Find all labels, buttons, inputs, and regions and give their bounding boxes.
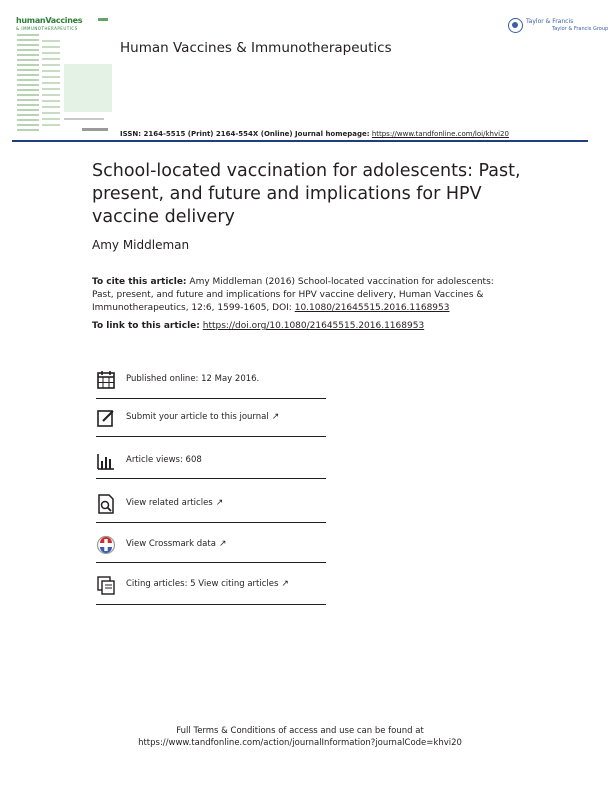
divider — [96, 522, 326, 523]
citing-articles-label — [126, 579, 289, 589]
external-link-icon: ↗ — [218, 539, 227, 549]
citing-articles-icon — [96, 575, 116, 595]
citation-text: Amy Middleman (2016) School-located vaccination for adolescents: Past, present, and future and implications for HPV vaccine delivery, Human Vaccines & Immunotherapeutics, 12:6, 1599-1605, DOI: — [92, 277, 494, 313]
crossmark-link[interactable] — [96, 535, 326, 555]
footer-terms-text: Full Terms & Conditions of access and use can be found at — [176, 726, 424, 736]
related-articles-text: View related articles — [126, 498, 213, 508]
article-link-label: To link to this article: — [92, 321, 200, 331]
article-doi-url-link[interactable]: https://doi.org/10.1080/21645515.2016.1168953 — [202, 321, 425, 331]
header-rule — [12, 140, 588, 142]
related-articles-label — [126, 498, 223, 508]
citation-label: To cite this article: — [92, 277, 187, 287]
crossmark-icon — [96, 535, 116, 555]
footer — [0, 725, 600, 749]
divider — [96, 604, 326, 605]
article-views-item — [96, 451, 326, 471]
divider — [96, 478, 326, 479]
published-online-label: Published online: 12 May 2016. — [126, 374, 260, 384]
bar-chart-icon — [96, 451, 116, 471]
publisher-logo — [508, 18, 608, 34]
publisher-logo-icon — [508, 18, 523, 33]
related-articles-link[interactable] — [96, 494, 326, 514]
crossmark-label — [126, 539, 226, 549]
divider — [96, 562, 326, 563]
calendar-icon — [96, 370, 116, 390]
cover-footer-line — [64, 118, 104, 120]
journal-homepage-link[interactable]: https://www.tandfonline.com/loi/khvi20 — [371, 130, 509, 138]
article-author: Amy Middleman — [92, 238, 190, 252]
external-link-icon: ↗ — [271, 412, 280, 422]
article-views-label: Article views: 608 — [126, 455, 202, 465]
publisher-logo-name: Taylor & Francis — [526, 18, 574, 25]
citing-articles-text: Citing articles: 5 View citing articles — [126, 579, 279, 589]
issn-text: ISSN: 2164-5515 (Print) 2164-554X (Online) Journal homepage: — [120, 130, 370, 138]
published-online-item — [96, 370, 326, 390]
submit-article-text: Submit your article to this journal — [126, 412, 269, 422]
cover-contents-lines-2 — [42, 40, 60, 130]
submit-article-link[interactable] — [96, 408, 326, 428]
citing-articles-link[interactable] — [96, 575, 326, 595]
cover-tag — [98, 18, 108, 21]
divider — [96, 436, 326, 437]
publisher-logo-group: Taylor & Francis Group — [552, 26, 608, 32]
cover-brand-subtitle: & IMMUNOTHERAPEUTICS — [16, 26, 78, 31]
journal-title: Human Vaccines & Immunotherapeutics — [120, 40, 392, 56]
crossmark-text: View Crossmark data — [126, 539, 216, 549]
submit-article-label — [126, 412, 279, 422]
cover-contents-lines — [17, 34, 39, 134]
article-title: School-located vaccination for adolescents: Past, present, and future and implications for HPV vaccine delivery — [92, 161, 521, 227]
doi-link[interactable]: 10.1080/21645515.2016.1168953 — [294, 303, 450, 313]
cover-footer-logo — [82, 128, 108, 131]
footer-journal-info-link[interactable]: https://www.tandfonline.com/action/journalInformation?journalCode=khvi20 — [138, 738, 462, 748]
cover-image — [64, 64, 112, 112]
external-link-icon: ↗ — [281, 579, 289, 589]
journal-cover-thumbnail — [12, 14, 112, 132]
cover-brand-title: humanVaccines — [16, 16, 83, 25]
article-link-line — [92, 321, 424, 331]
divider — [96, 398, 326, 399]
issn-line — [120, 130, 509, 138]
citation-block — [92, 276, 512, 315]
edit-icon — [96, 408, 116, 428]
document-search-icon — [96, 494, 116, 514]
external-link-icon: ↗ — [215, 498, 224, 508]
